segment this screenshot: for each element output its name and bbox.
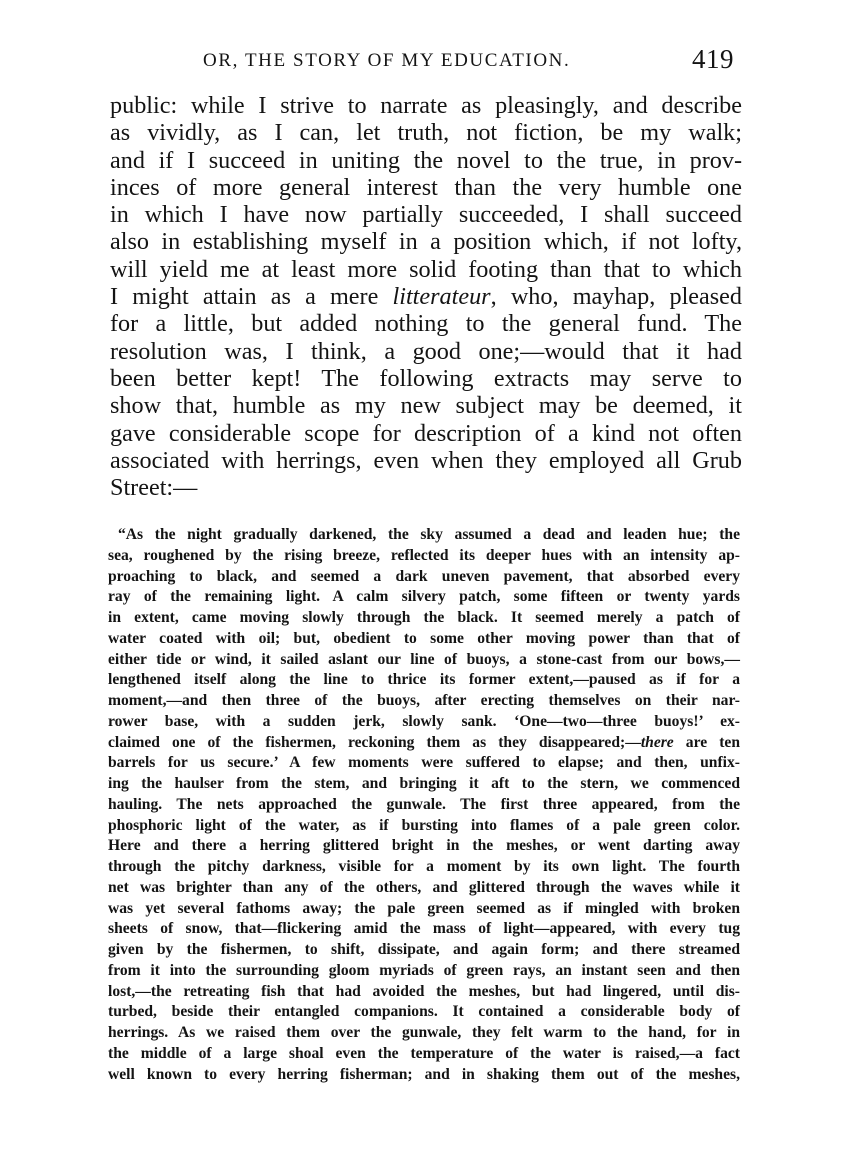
extract-quotation bbox=[108, 525, 740, 1085]
extract-line: well known to every herring fisherman; and in shaking them out of the meshes, bbox=[108, 1065, 740, 1083]
running-head bbox=[110, 44, 742, 78]
text-line: been better kept! The following extracts may serve to bbox=[110, 364, 742, 392]
text-segment: claimed one of the fishermen, reckoning them as they disappeared;— bbox=[108, 733, 641, 751]
extract-line: lost,—the retreating fish that had avoided the meshes, but had lingered, until dis- bbox=[108, 982, 740, 1000]
text-line: also in establishing myself in a position which, if not lofty, bbox=[110, 228, 742, 256]
text-segment: are ten bbox=[673, 733, 740, 751]
text-line: public: while I strive to narrate as pleasingly, and describe bbox=[110, 92, 742, 119]
extract-line: turbed, beside their entangled companions. It contained a considerable body of bbox=[108, 1003, 740, 1021]
extract-line: phosphoric light of the water, as if bursting into flames of a pale green color. bbox=[108, 816, 740, 834]
italic-word: litterateur bbox=[392, 283, 491, 311]
extract-line: water coated with oil; but, obedient to some other moving power than that of bbox=[108, 629, 740, 647]
extract-line: rower base, with a sudden jerk, slowly sank. ‘One—two—three buoys!’ ex- bbox=[108, 712, 740, 730]
extract-line: from it into the surrounding gloom myriads of green rays, an instant seen and then bbox=[108, 961, 740, 979]
extract-line: through the pitchy darkness, visible for a moment by its own light. The fourth bbox=[108, 858, 740, 875]
extract-line: proaching to black, and seemed a dark uneven pavement, that absorbed every bbox=[108, 567, 740, 585]
text-line: associated with herrings, even when they employed all Grub bbox=[110, 446, 742, 474]
text-segment: I might attain as a mere bbox=[110, 283, 393, 311]
text-line: show that, humble as my new subject may be deemed, it bbox=[110, 392, 742, 420]
extract-line: ray of the remaining light. A calm silvery patch, some fifteen or twenty yards bbox=[108, 588, 740, 606]
text-line: as vividly, as I can, let truth, not fiction, be my walk; bbox=[110, 119, 742, 147]
extract-line bbox=[108, 733, 740, 754]
extract-line: sheets of snow, that—flickering amid the mass of light—appeared, with every tug bbox=[108, 920, 740, 938]
extract-line: hauling. The nets approached the gunwale. The first three appeared, from the bbox=[108, 795, 740, 813]
extract-line: Here and there a herring glittered bright in the meshes, or went darting away bbox=[108, 837, 740, 855]
extract-line: sea, roughened by the rising breeze, reflected its deeper hues with an intensity ap- bbox=[108, 546, 740, 564]
text-line bbox=[110, 283, 742, 310]
text-line: and if I succeed in uniting the novel to the true, in prov- bbox=[110, 146, 742, 174]
extract-line: the middle of a large shoal even the temperature of the water is raised,—a fact bbox=[108, 1044, 740, 1062]
page-number: 419 bbox=[692, 44, 734, 74]
extract-line: in extent, came moving slowly through the black. It seemed merely a patch of bbox=[108, 609, 740, 626]
running-title: OR, THE STORY OF MY EDUCATION. bbox=[203, 50, 571, 71]
extract-line: moment,—and then three of the buoys, after erecting themselves on their nar- bbox=[108, 692, 740, 709]
text-line: gave considerable scope for description of a kind not often bbox=[110, 419, 742, 447]
extract-line: herrings. As we raised them over the gunwale, they felt warm to the hand, for in bbox=[108, 1024, 740, 1041]
extract-line: net was brighter than any of the others, and glittered through the waves while it bbox=[108, 878, 740, 896]
extract-line: “As the night gradually darkened, the sky assumed a dead and leaden hue; the bbox=[118, 526, 740, 543]
text-line: for a little, but added nothing to the general fund. The bbox=[110, 310, 742, 338]
extract-line: given by the fishermen, to shift, dissipate, and again form; and there streamed bbox=[108, 941, 740, 958]
text-line: will yield me at least more solid footing than that to which bbox=[110, 255, 742, 283]
text-line: Street:— bbox=[110, 474, 198, 502]
text-segment: , who, mayhap, pleased bbox=[490, 283, 743, 311]
extract-line: ing the haulser from the stem, and bringing it aft to the stern, we commenced bbox=[108, 775, 740, 792]
italic-word: there bbox=[640, 733, 674, 751]
text-line: resolution was, I think, a good one;—would that it had bbox=[110, 337, 742, 365]
text-line: inces of more general interest than the very humble one bbox=[110, 173, 742, 201]
extract-line: was yet several fathoms away; the pale green seemed as if mingled with broken bbox=[108, 899, 740, 917]
extract-line: lengthened itself along the line to thrice its former extent,—paused as if for a bbox=[108, 671, 740, 689]
main-paragraph bbox=[110, 92, 742, 501]
extract-line: barrels for us secure.’ A few moments were suffered to elapse; and then, unfix- bbox=[108, 754, 740, 772]
text-line: in which I have now partially succeeded, I shall succeed bbox=[110, 201, 742, 229]
extract-line: either tide or wind, it sailed aslant our line of buoys, a stone-cast from our bows,— bbox=[108, 650, 740, 668]
